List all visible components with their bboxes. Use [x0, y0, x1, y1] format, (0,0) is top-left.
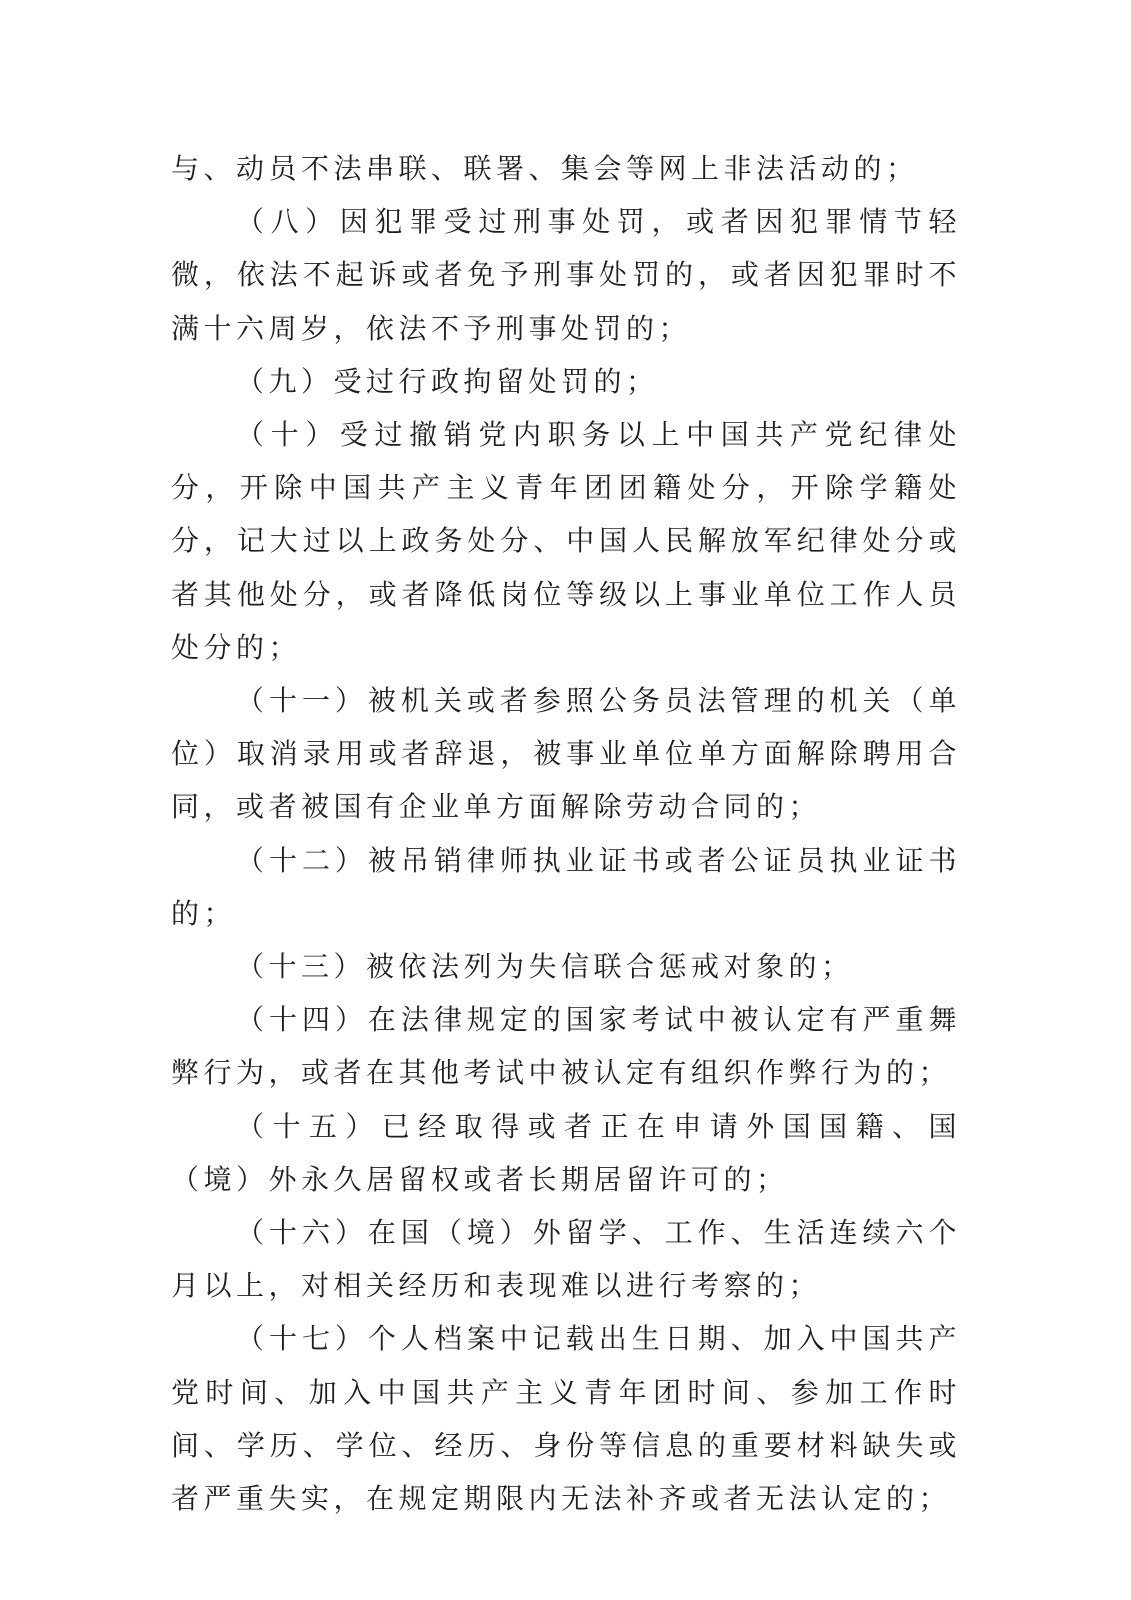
paragraph-item-15: （十五）已经取得或者正在申请外国国籍、国（境）外永久居留权或者长期居留许可的；	[171, 1109, 961, 1196]
paragraph-item-11: （十一）被机关或者参照公务员法管理的机关（单位）取消录用或者辞退，被事业单位单方面解除聘用合同，或者被国有企业单方面解除劳动合同的；	[171, 684, 961, 824]
paragraph-item-9: （九）受过行政拘留处罚的；	[236, 364, 659, 398]
paragraph-continuation: 与、动员不法串联、联署、集会等网上非法活动的；	[171, 152, 919, 185]
paragraph-item-12: （十二）被吊销律师执业证书或者公证员执业证书的；	[171, 843, 961, 930]
paragraph-item-8: （八）因犯罪受过刑事处罚，或者因犯罪情节轻微，依法不起诉或者免予刑事处罚的，或者因犯罪时不满十六周岁，依法不予刑事处罚的；	[171, 205, 961, 345]
paragraph-item-10: （十）受过撤销党内职务以上中国共产党纪律处分，开除中国共产主义青年团团籍处分，开除学籍处分，记大过以上政务处分、中国人民解放军纪律处分或者其他处分，或者降低岗位等级以上事业单位工作人员处分的；	[171, 418, 961, 664]
paragraph-item-16: （十六）在国（境）外留学、工作、生活连续六个月以上，对相关经历和表现难以进行考察的；	[171, 1216, 961, 1303]
paragraph-item-13: （十三）被依法列为失信联合惩戒对象的；	[236, 950, 854, 984]
paragraph-item-17: （十七）个人档案中记载出生日期、加入中国共产党时间、加入中国共产主义青年团时间、参加工作时间、学历、学位、经历、身份等信息的重要材料缺失或者严重失实，在规定期限内无法补齐或者无法认定的；	[171, 1322, 961, 1516]
document-body	[171, 142, 961, 1525]
paragraph-item-14: （十四）在法律规定的国家考试中被认定有严重舞弊行为，或者在其他考试中被认定有组织作弊行为的；	[171, 1003, 961, 1090]
